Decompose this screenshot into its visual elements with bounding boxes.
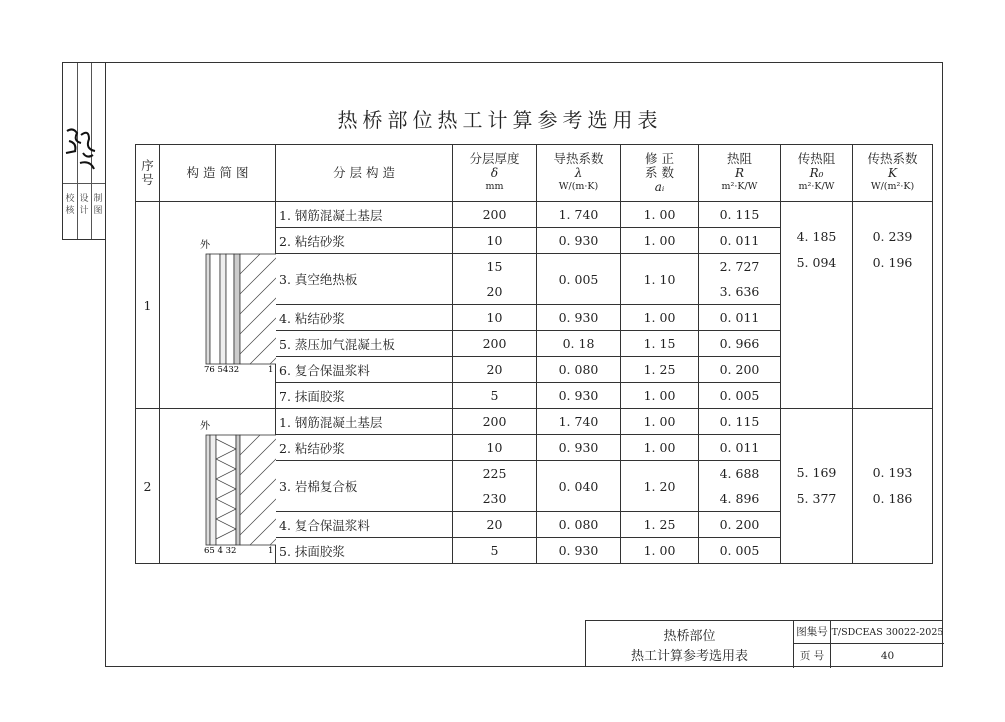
u-value-cell: 0. 239 0. 196 bbox=[853, 202, 933, 409]
thickness-value: 20 bbox=[453, 512, 537, 538]
correction-value: 1. 15 bbox=[621, 331, 699, 357]
binding-strip bbox=[62, 62, 105, 240]
resistance-value: 0. 115 bbox=[699, 202, 781, 228]
svg-text:1: 1 bbox=[268, 545, 274, 555]
resistance-value: 0. 011 bbox=[699, 435, 781, 461]
resistance-value: 2. 727 bbox=[699, 254, 781, 280]
signature-image bbox=[63, 123, 106, 183]
table-row bbox=[136, 202, 933, 228]
thickness-value: 200 bbox=[453, 331, 537, 357]
header-resistance: 热阻 R m²·K/W bbox=[699, 145, 781, 202]
lambda-value: 0. 930 bbox=[537, 228, 621, 254]
correction-value: 1. 25 bbox=[621, 357, 699, 383]
page-label: 页 号 bbox=[793, 644, 830, 668]
lambda-value: 0. 080 bbox=[537, 357, 621, 383]
thickness-value: 15 bbox=[453, 254, 537, 280]
resistance-value: 0. 011 bbox=[699, 305, 781, 331]
sketch-cell bbox=[160, 202, 276, 409]
resistance-value: 0. 200 bbox=[699, 512, 781, 538]
svg-text:1: 1 bbox=[268, 364, 274, 374]
layer-name: 4. 粘结砂浆 bbox=[276, 305, 453, 331]
drawing-name-1: 热桥部位 bbox=[663, 629, 716, 644]
strip-label-design: 设 计 bbox=[79, 194, 89, 216]
strip-divider bbox=[63, 183, 105, 184]
correction-value: 1. 00 bbox=[621, 228, 699, 254]
title-block bbox=[585, 620, 943, 667]
lambda-value: 1. 740 bbox=[537, 409, 621, 435]
total-resistance-cell: 4. 185 5. 094 bbox=[781, 202, 853, 409]
layer-name: 2. 粘结砂浆 bbox=[276, 228, 453, 254]
atlas-number: T/SDCEAS 30022-2025 bbox=[830, 621, 944, 644]
svg-text:76 5432: 76 5432 bbox=[204, 364, 240, 374]
lambda-value: 0. 930 bbox=[537, 538, 621, 564]
thermal-table bbox=[135, 144, 933, 564]
total-resistance-cell: 5. 169 5. 377 bbox=[781, 409, 853, 564]
correction-value: 1. 00 bbox=[621, 538, 699, 564]
header-sketch: 构 造 简 图 bbox=[160, 145, 276, 202]
thickness-value: 10 bbox=[453, 228, 537, 254]
correction-value: 1. 00 bbox=[621, 409, 699, 435]
header-seq: 序号 bbox=[136, 145, 160, 202]
wall-section-diagram-1 bbox=[160, 234, 276, 374]
thickness-value: 225 bbox=[453, 461, 537, 487]
svg-text:外: 外 bbox=[200, 239, 210, 251]
correction-value: 1. 00 bbox=[621, 202, 699, 228]
correction-value: 1. 10 bbox=[621, 254, 699, 305]
layer-name: 1. 钢筋混凝土基层 bbox=[276, 202, 453, 228]
resistance-value: 0. 115 bbox=[699, 409, 781, 435]
header-thickness: 分层厚度 δ mm bbox=[453, 145, 537, 202]
group-seq: 2 bbox=[136, 409, 160, 564]
correction-value: 1. 00 bbox=[621, 435, 699, 461]
lambda-value: 0. 930 bbox=[537, 305, 621, 331]
table-row bbox=[136, 409, 933, 435]
u-value-cell: 0. 193 0. 186 bbox=[853, 409, 933, 564]
correction-value: 1. 00 bbox=[621, 383, 699, 409]
header-u-value: 传热系数 K W/(m²·K) bbox=[853, 145, 933, 202]
resistance-value: 0. 005 bbox=[699, 383, 781, 409]
lambda-value: 0. 930 bbox=[537, 383, 621, 409]
resistance-value: 3. 636 bbox=[699, 279, 781, 305]
page-title: 热桥部位热工计算参考选用表 bbox=[337, 108, 663, 132]
strip-label-check: 校 核 bbox=[65, 194, 75, 216]
header-conductivity: 导热系数 λ W/(m·K) bbox=[537, 145, 621, 202]
layer-name: 3. 岩棉复合板 bbox=[276, 461, 453, 512]
lambda-value: 0. 930 bbox=[537, 435, 621, 461]
thickness-value: 200 bbox=[453, 202, 537, 228]
drawing-name-2: 热工计算参考选用表 bbox=[630, 649, 748, 664]
layer-name: 7. 抹面胶浆 bbox=[276, 383, 453, 409]
table-header bbox=[136, 145, 933, 202]
thickness-value: 20 bbox=[453, 279, 537, 305]
header-total-resistance: 传热阻 R₀ m²·K/W bbox=[781, 145, 853, 202]
lambda-value: 0. 18 bbox=[537, 331, 621, 357]
group-seq: 1 bbox=[136, 202, 160, 409]
thickness-value: 10 bbox=[453, 435, 537, 461]
layer-name: 5. 抹面胶浆 bbox=[276, 538, 453, 564]
layer-name: 3. 真空绝热板 bbox=[276, 254, 453, 305]
resistance-value: 0. 011 bbox=[699, 228, 781, 254]
thickness-value: 20 bbox=[453, 357, 537, 383]
correction-value: 1. 20 bbox=[621, 461, 699, 512]
thickness-value: 5 bbox=[453, 383, 537, 409]
layer-name: 2. 粘结砂浆 bbox=[276, 435, 453, 461]
svg-text:外: 外 bbox=[200, 420, 210, 432]
resistance-value: 0. 200 bbox=[699, 357, 781, 383]
thickness-value: 5 bbox=[453, 538, 537, 564]
lambda-value: 1. 740 bbox=[537, 202, 621, 228]
correction-value: 1. 00 bbox=[621, 305, 699, 331]
wall-section-diagram-2 bbox=[160, 415, 276, 555]
resistance-value: 4. 688 bbox=[699, 461, 781, 487]
layer-name: 6. 复合保温浆料 bbox=[276, 357, 453, 383]
header-layer: 分 层 构 造 bbox=[276, 145, 453, 202]
strip-label-drawn: 制 图 bbox=[93, 194, 103, 216]
thickness-value: 200 bbox=[453, 409, 537, 435]
resistance-value: 0. 005 bbox=[699, 538, 781, 564]
layer-name: 5. 蒸压加气混凝土板 bbox=[276, 331, 453, 357]
layer-name: 4. 复合保温浆料 bbox=[276, 512, 453, 538]
thickness-value: 230 bbox=[453, 486, 537, 512]
lambda-value: 0. 080 bbox=[537, 512, 621, 538]
layer-name: 1. 钢筋混凝土基层 bbox=[276, 409, 453, 435]
sketch-cell bbox=[160, 409, 276, 564]
lambda-value: 0. 040 bbox=[537, 461, 621, 512]
svg-text:65 4 32: 65 4 32 bbox=[204, 545, 237, 555]
thickness-value: 10 bbox=[453, 305, 537, 331]
atlas-label: 图集号 bbox=[793, 621, 830, 644]
lambda-value: 0. 005 bbox=[537, 254, 621, 305]
header-correction: 修 正 系 数 aᵢ bbox=[621, 145, 699, 202]
correction-value: 1. 25 bbox=[621, 512, 699, 538]
resistance-value: 0. 966 bbox=[699, 331, 781, 357]
resistance-value: 4. 896 bbox=[699, 486, 781, 512]
page-number: 40 bbox=[830, 644, 944, 668]
